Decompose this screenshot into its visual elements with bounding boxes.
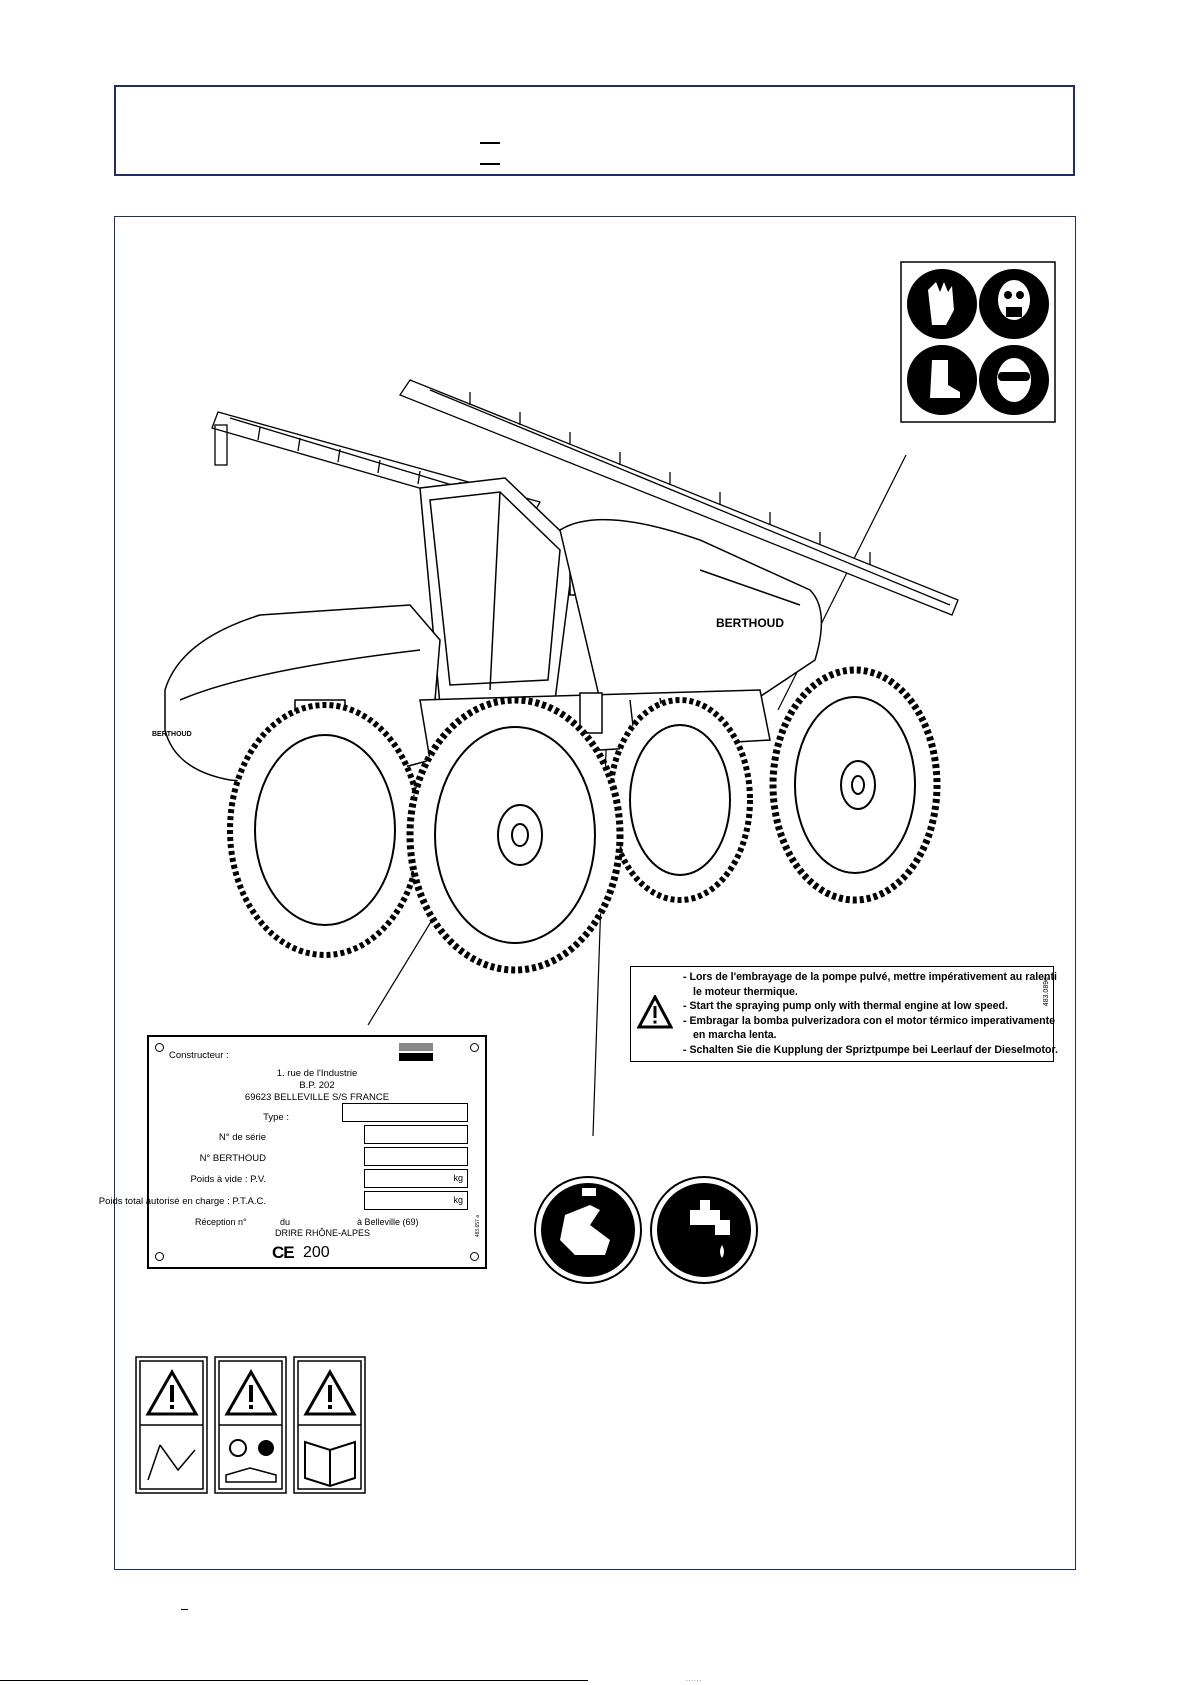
sticker-overhead-power-line [136,1357,207,1493]
front-brand-text: BERTHOUD [152,731,192,738]
ce-number: 200 [303,1244,330,1261]
respirator-mask-icon [979,269,1049,339]
boots-icon [907,345,977,415]
gloves-icon [907,269,977,339]
plate-hole-bl [155,1252,164,1261]
plate-serie-field [364,1125,468,1144]
tank [560,520,821,710]
plate-poids-vide-field [364,1169,468,1188]
sticker-read-manual [294,1357,365,1493]
plate-berthoud-field [364,1147,468,1166]
plate-address-line2: B.P. 202 [299,1080,335,1091]
plate-type-field [342,1103,468,1122]
plate-hole-br [470,1252,479,1261]
plate-type-label: Type : [263,1112,289,1123]
wheel-front-left [410,700,620,970]
ce-mark: CE [272,1243,294,1262]
bottom-rule [0,1680,588,1681]
plate-du-label: du [280,1217,291,1227]
plate-hole-tl [155,1043,164,1052]
warning-label-code: 483.089e [1043,977,1050,1007]
plate-logo [399,1043,433,1061]
plate-poids-vide-label: Poids à vide : P.V. [190,1174,266,1185]
bottom-dots: ...... [686,1677,703,1683]
plate-reception-label: Réception n° [195,1217,247,1227]
warning-line-fr-2: le moteur thermique. [693,985,798,998]
plate-poids-vide-unit: kg [453,1173,463,1183]
plate-ptac-field [364,1191,468,1210]
hand-washing-icon [535,1177,641,1283]
warning-line-es-2: en marcha lenta. [693,1029,777,1042]
plate-drire-label: DRIRE RHÔNE-ALPES [275,1228,371,1238]
plate-code: 483.657 a [475,1215,481,1238]
wheel-rear-left [230,705,420,955]
plate-serie-label: N° de série [218,1132,266,1143]
identification-plate [98,1035,487,1269]
plate-hole-tr [470,1043,479,1052]
plate-ptac-unit: kg [453,1195,463,1205]
plate-berthoud-label: N° BERTHOUD [199,1153,266,1164]
plate-belleville-label: à Belleville (69) [357,1217,419,1227]
footer-mark [181,1609,188,1610]
warning-triangle-icon [637,995,673,1029]
water-tap-icon [651,1177,757,1283]
plate-ptac-label: Poids total autorisé en charge : P.T.A.C. [98,1196,266,1207]
sticker-remove-key-read-manual [215,1357,286,1493]
plate-address-line1: 1. rue de l'Industrie [276,1068,358,1079]
plate-address-line3: 69623 BELLEVILLE S/S FRANCE [244,1092,390,1103]
ppe-pictogram-panel [901,262,1055,422]
wheel-front-right [773,670,937,900]
wheel-rear-right [610,700,750,900]
pump-warning-label [630,966,1058,1062]
goggles-icon [979,345,1049,415]
warning-line-fr-1: - Lors de l'embrayage de la pompe pulvé, mettre impérativement au ralenti [683,971,1058,983]
warning-line-es-1: - Embragar la bomba pulverizadora con el motor térmico imperativamente [683,1014,1056,1027]
plate-constructeur-label: Constructeur : [169,1050,229,1061]
cab-brand-text: BERTHOUD [716,616,784,630]
warning-line-de: - Schalten Sie die Kupplung der Spriztpumpe bei Leerlauf der Dieselmotor. [683,1043,1058,1056]
warning-line-en: - Start the spraying pump only with thermal engine at low speed. [683,1000,1008,1013]
